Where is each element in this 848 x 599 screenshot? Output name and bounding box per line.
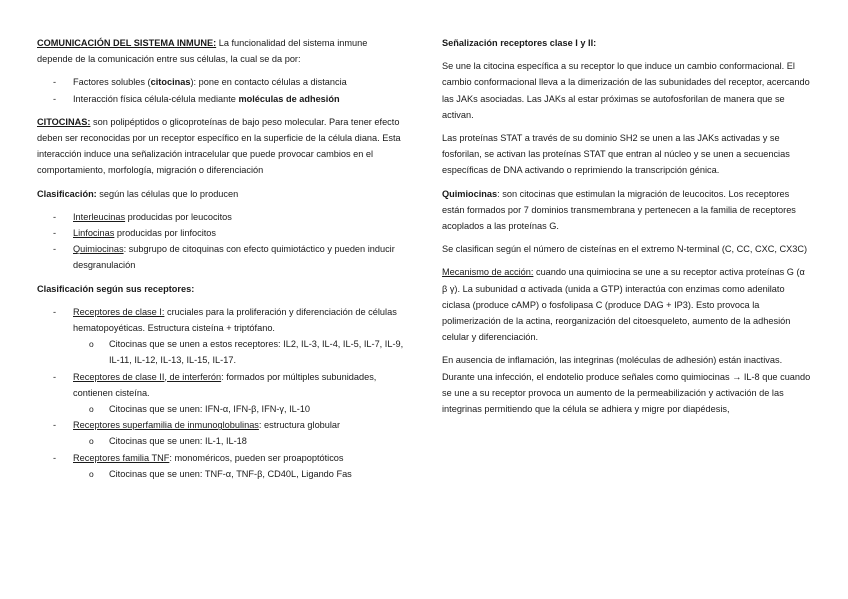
receptores-title: Clasificación según sus receptores:: [37, 283, 195, 294]
sub-list-item: o Citocinas que se unen a estos receptores: IL2, IL-3, IL-4, IL-5, IL-7, IL-9, IL-11, IL-12, IL-13, IL-15, IL-17.: [73, 336, 405, 368]
senalizacion-title: Señalización receptores clase I y II:: [442, 38, 597, 48]
left-column: [37, 35, 405, 489]
list-item: - Interacción física célula-célula mediante moléculas de adhesión: [37, 91, 405, 107]
paragraph: Las proteínas STAT a través de su dominio SH2 se unen a las JAKs activadas y se fosforilan, se activan las proteínas STAT que entran al núcleo y se unen a secuencias específicas de DNA activando o reprimiendo la transcripción génica.: [442, 133, 790, 176]
list-item: - Receptores superfamilia de inmunoglobulinas: estructura globular o Citocinas que se unen: IL-1, IL-18: [37, 417, 405, 449]
list-item: - Interleucinas producidas por leucocitos: [37, 209, 405, 225]
list-item: - Quimiocinas: subgrupo de citoquinas con efecto quimiotáctico y pueden inducir desgranulación: [37, 241, 405, 273]
quimiocinas-paragraph: Quimiocinas: son citocinas que estimulan la migración de leucocitos. Los receptores están formados por 7 dominios transmembrana y pertenecen a la familia de receptores acoplados a las proteínas G.: [442, 188, 796, 232]
clasificacion-title: Clasificación:: [37, 188, 97, 199]
intro-title: COMUNICACIÓN DEL SISTEMA INMUNE:: [37, 38, 217, 48]
citocinas-title: CITOCINAS:: [37, 116, 91, 127]
intro-paragraph: COMUNICACIÓN DEL SISTEMA INMUNE: La funcionalidad del sistema inmune depende de la comunicación entre sus células, la cual se da por:: [37, 38, 368, 65]
sub-list-item: o Citocinas que se unen: TNF-α, TNF-β, CD40L, Ligando Fas: [73, 466, 405, 482]
paragraph: Se clasifican según el número de cisteínas en el extremo N-terminal (C, CC, CXC, CX3C): [442, 244, 808, 255]
list-item: - Linfocinas producidas por linfocitos: [37, 225, 405, 241]
receptores-list: [37, 304, 405, 482]
clasificacion-paragraph: Clasificación: según las células que lo producen: [37, 188, 239, 199]
list-item: - Receptores de clase II, de interferón: formados por múltiples subunidades, contienen cisteína. o Citocinas que se unen: IFN-α, IFN-β, IFN-γ, IL-10: [37, 369, 405, 418]
list-item: - Factores solubles (citocinas): pone en contacto células a distancia: [37, 74, 405, 90]
sub-list-item: o Citocinas que se unen: IFN-α, IFN-β, IFN-γ, IL-10: [73, 401, 405, 417]
communication-list: [37, 74, 405, 106]
right-column: [442, 35, 812, 424]
paragraph: Se une la citocina específica a su receptor lo que induce un cambio conformacional. El cambio conformacional lleva a la dimerización de las subunidades del receptor, acercando las JAKs asociadas. Las JAKs al estar próximas se autofosforilan de manera que se activan.: [442, 61, 810, 120]
list-item: - Receptores de clase I: cruciales para la proliferación y diferenciación de células hematopoyéticas. Estructura cisteína + triptófano. o Citocinas que se unen a estos receptores: IL2, IL-3, IL-4, IL-5, IL-7, IL-9, IL-11, IL-12, IL-13, IL-15, IL-17.: [37, 304, 405, 369]
mecanismo-paragraph: Mecanismo de acción: cuando una quimiocina se une a su receptor activa proteínas G (α β γ). La subunidad α activada (unida a GTP) interactúa con enzimas como adenilato ciclasa (produce cAMP) o fosfolipasa C (produce DAG + IP3). Esto provoca la polimerización de la actina, reorganización del citoesqueleto, aumento de la adhesión celular y diferenciación.: [442, 267, 805, 343]
paragraph: En ausencia de inflamación, las integrinas (moléculas de adhesión) están inactivas. Durante una infección, el endotelio produce señales como quimiocinas → IL-8 que cuando se une a su receptor provoca un aumento de la permeabilización y activación de las integrinas permitiendo que la célula se adhiera y migre por diapédesis,: [442, 355, 811, 415]
quimiocinas-title: Quimiocinas: [442, 188, 498, 199]
mecanismo-title: Mecanismo de acción:: [442, 267, 534, 278]
sub-list-item: o Citocinas que se unen: IL-1, IL-18: [73, 433, 405, 449]
clasificacion-list: [37, 209, 405, 274]
citocinas-paragraph: CITOCINAS: son polipéptidos o glicoproteínas de bajo peso molecular. Para tener efecto deben ser reconocidas por un receptor específico en la superficie de la célula diana. Esta interacción induce una señalización intracelular que puede provocar cambios en el comportamiento, morfología, migración o diferenciación: [37, 116, 401, 176]
list-item: - Receptores familia TNF: monoméricos, pueden ser proapoptóticos o Citocinas que se unen: TNF-α, TNF-β, CD40L, Ligando Fas: [37, 450, 405, 482]
